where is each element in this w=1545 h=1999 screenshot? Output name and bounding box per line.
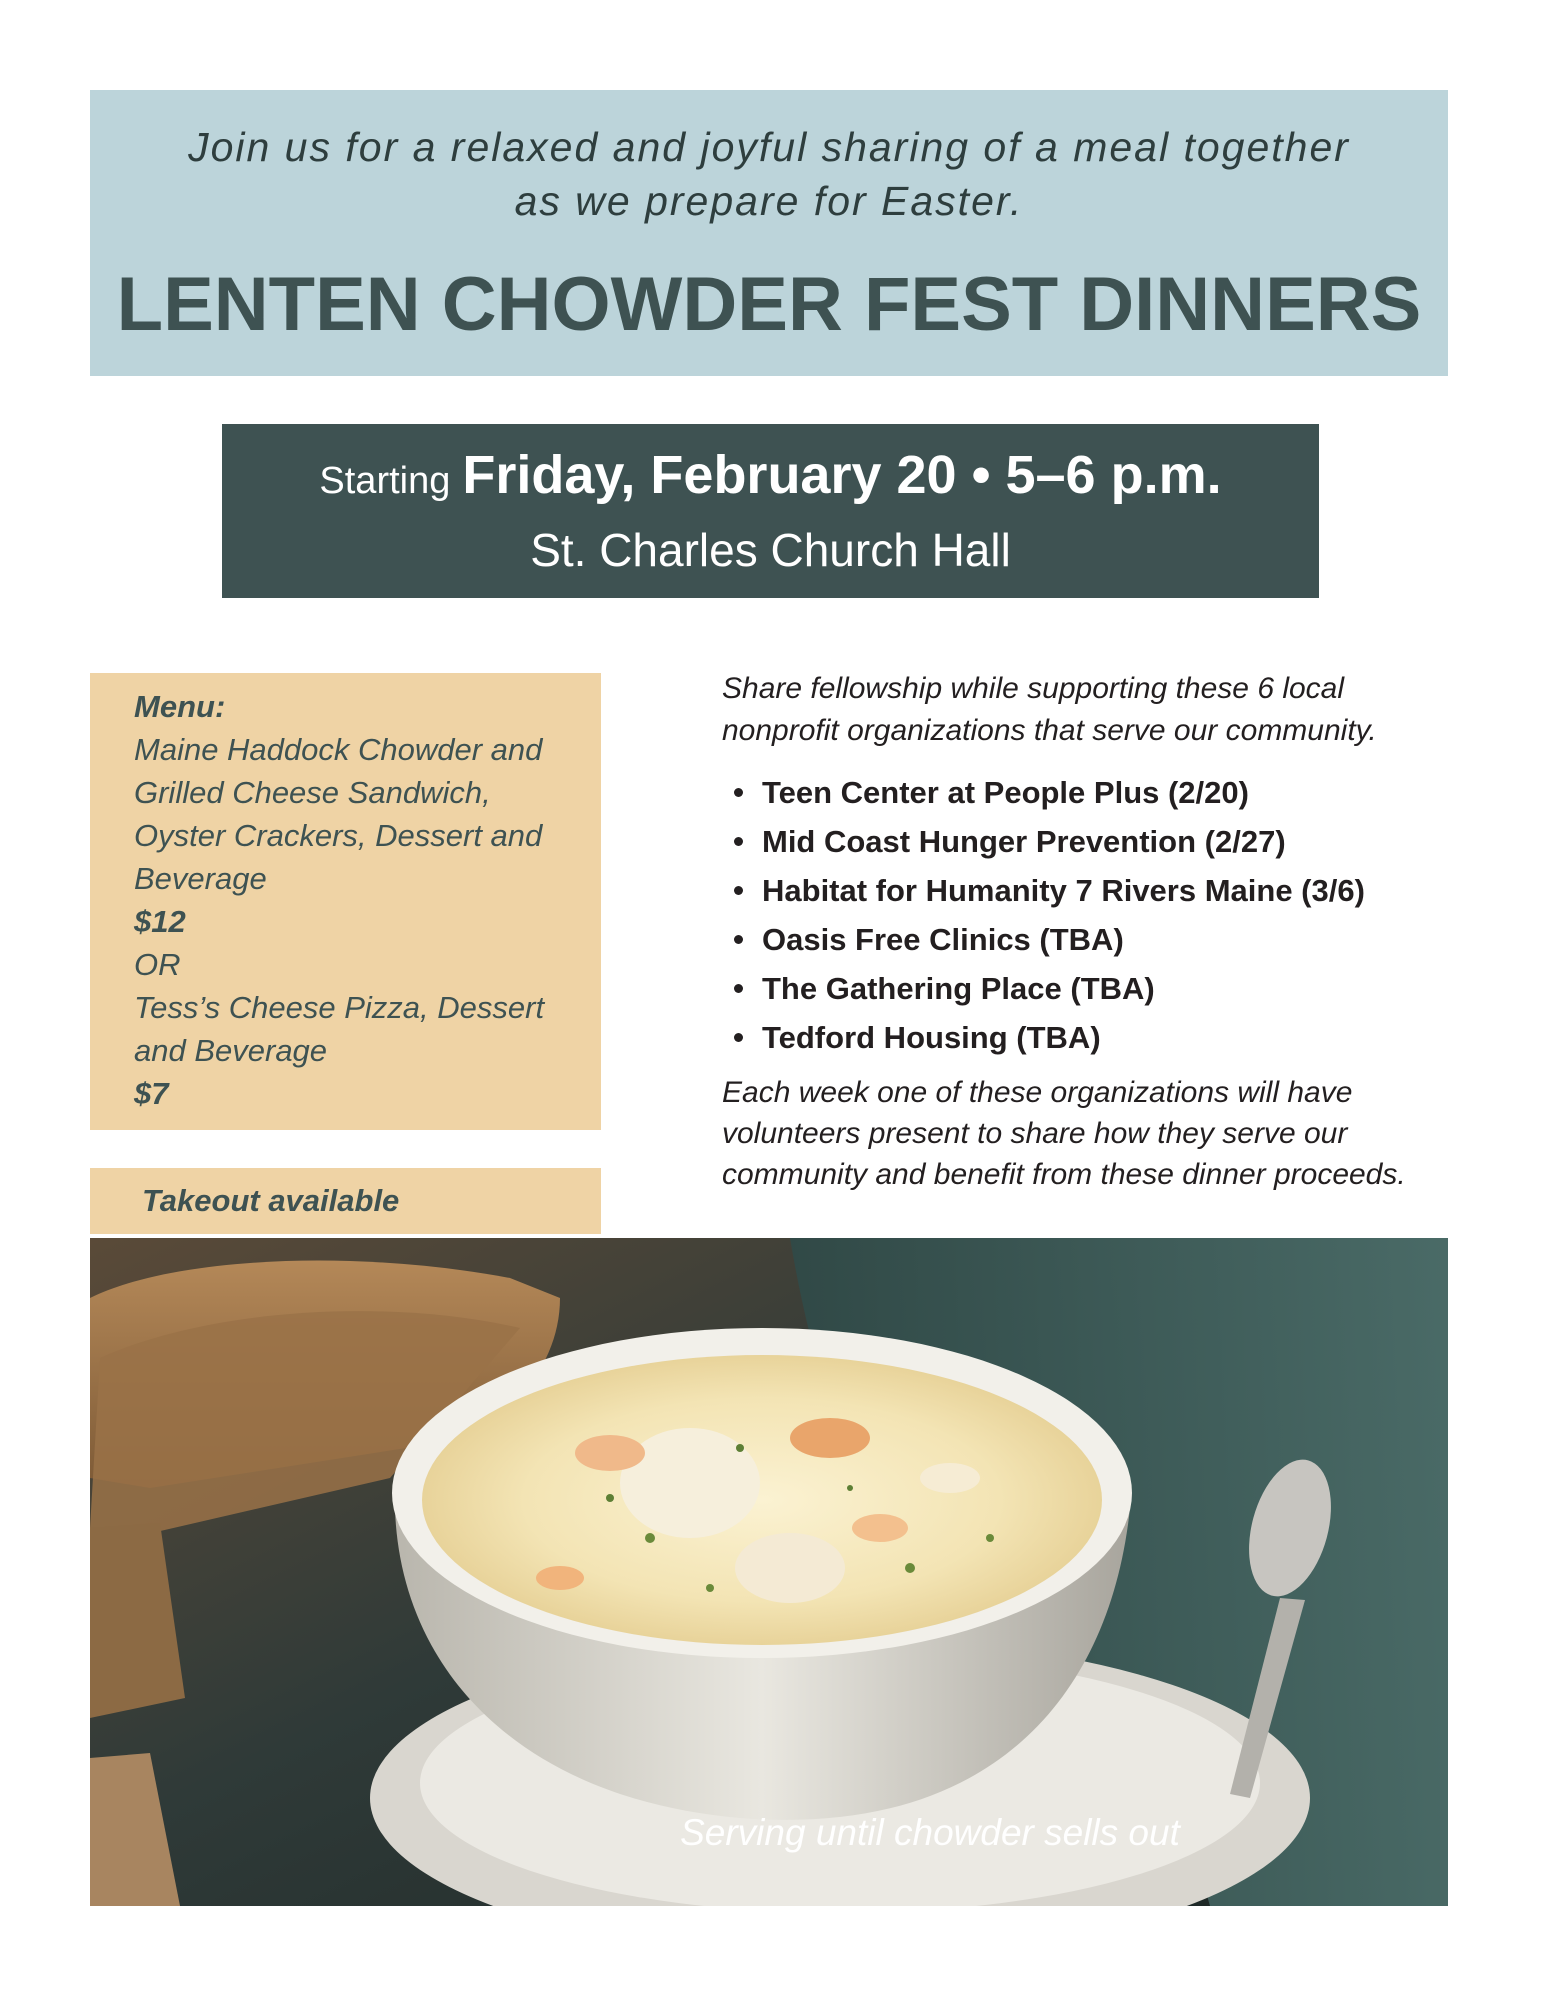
date-banner <box>222 424 1319 598</box>
header-banner <box>90 90 1448 376</box>
nonprofits-intro-line-2: nonprofit organizations that serve our community. <box>722 714 1377 747</box>
nonprofits-section <box>722 668 1452 1195</box>
volunteers-note-line-2: volunteers present to share how they serve our <box>722 1117 1348 1150</box>
menu-option2-line: Tess’s Cheese Pizza, Dessert <box>134 990 545 1025</box>
event-venue: St. Charles Church Hall <box>530 524 1011 576</box>
menu-line: Maine Haddock Chowder and <box>134 732 543 767</box>
menu-option2-line: and Beverage <box>134 1033 328 1068</box>
volunteers-note-line-1: Each week one of these organizations will have <box>722 1076 1353 1109</box>
list-item: Mid Coast Hunger Prevention (2/27) <box>722 817 1452 866</box>
menu-or-label: OR <box>134 947 181 982</box>
nonprofits-intro <box>722 668 1452 752</box>
menu-line: Beverage <box>134 861 267 896</box>
intro-text <box>90 120 1448 228</box>
chowder-bowl-illustration <box>90 1238 1448 1906</box>
nonprofits-intro-line-1: Share fellowship while supporting these 6 local <box>722 672 1345 705</box>
menu-line: Grilled Cheese Sandwich, <box>134 775 491 810</box>
event-date-time: Friday, February 20 • 5–6 p.m. <box>462 445 1222 505</box>
menu-title: Menu <box>134 689 215 724</box>
volunteers-note <box>722 1072 1452 1195</box>
list-item: The Gathering Place (TBA) <box>722 964 1452 1013</box>
menu-title-colon: : <box>214 689 226 724</box>
intro-line-2: as we prepare for Easter. <box>514 178 1024 224</box>
list-item: Teen Center at People Plus (2/20) <box>722 768 1452 817</box>
menu-price-1: $12 <box>134 904 186 939</box>
photo-caption: Serving until chowder sells out <box>680 1812 1180 1853</box>
date-line <box>222 440 1319 524</box>
nonprofit-list <box>722 768 1452 1062</box>
page-title: LENTEN CHOWDER FEST DINNERS <box>116 262 1422 347</box>
list-item: Habitat for Humanity 7 Rivers Maine (3/6) <box>722 866 1452 915</box>
list-item: Tedford Housing (TBA) <box>722 1013 1452 1062</box>
intro-line-1: Join us for a relaxed and joyful sharing of a meal together <box>188 124 1350 170</box>
starting-label: Starting <box>319 460 451 502</box>
menu-box <box>90 673 601 1130</box>
menu-heading <box>134 685 581 728</box>
list-item: Oasis Free Clinics (TBA) <box>722 915 1452 964</box>
chowder-photo <box>90 1238 1448 1906</box>
volunteers-note-line-3: community and benefit from these dinner proceeds. <box>722 1158 1406 1191</box>
takeout-badge: Takeout available <box>90 1168 601 1234</box>
menu-line: Oyster Crackers, Dessert and <box>134 818 543 853</box>
menu-price-2: $7 <box>134 1076 169 1111</box>
